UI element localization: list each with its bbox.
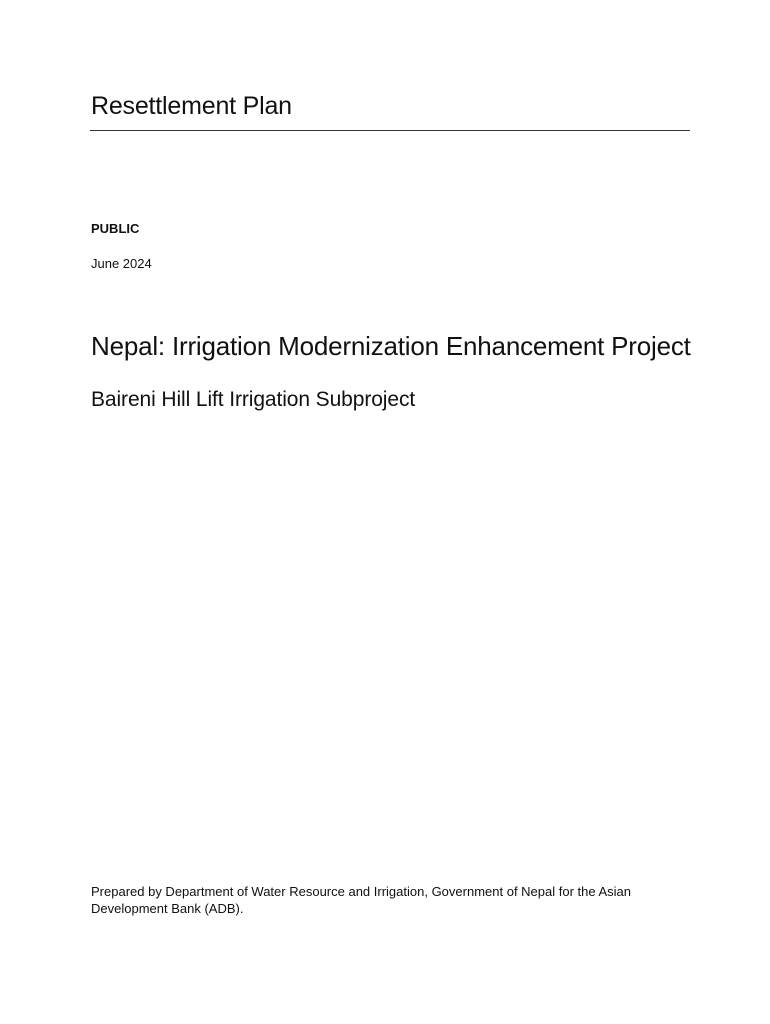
project-title: Nepal: Irrigation Modernization Enhancement Project <box>91 331 691 361</box>
classification-label: PUBLIC <box>91 221 140 236</box>
document-type-title: Resettlement Plan <box>91 92 292 120</box>
title-divider <box>90 130 690 131</box>
document-date: June 2024 <box>91 256 152 271</box>
preparer-note: Prepared by Department of Water Resource and Irrigation, Government of Nepal for the Asian Development Bank (ADB). <box>91 884 632 916</box>
subproject-title: Baireni Hill Lift Irrigation Subproject <box>91 388 416 411</box>
